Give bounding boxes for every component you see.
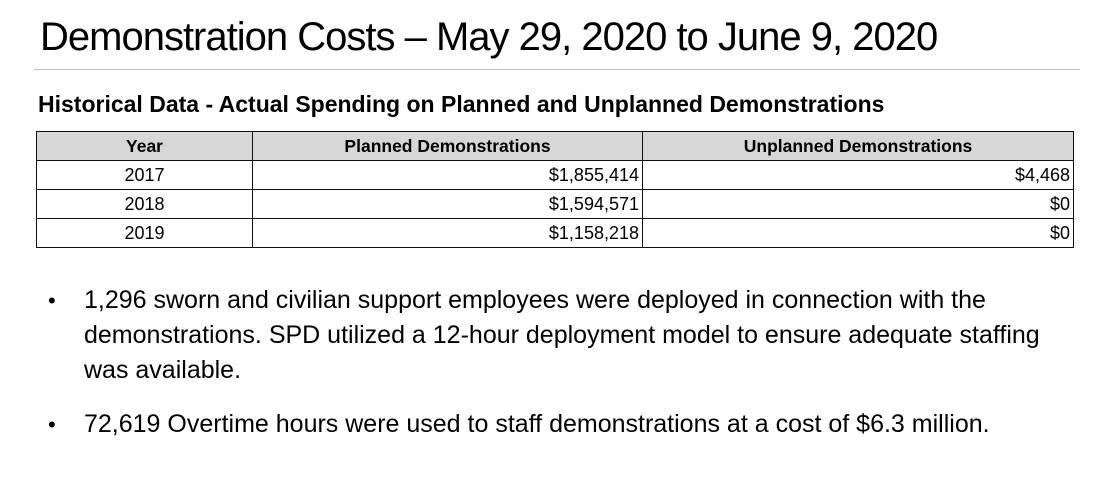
column-header-planned: Planned Demonstrations <box>253 132 643 161</box>
bullet-text: 1,296 sworn and civilian support employees were deployed in connection with the demonstrations. SPD utilized a 12-hour deployment model to ensure adequate staffing was available. <box>84 286 1040 384</box>
slide-title: Demonstration Costs – May 29, 2020 to June 9, 2020 <box>40 15 938 59</box>
bullet-item <box>48 283 1068 388</box>
cell-unplanned: $0 <box>643 219 1074 248</box>
spending-table <box>36 131 1074 248</box>
table-row <box>37 219 1074 248</box>
bullet-dot: • <box>48 412 56 437</box>
table-row <box>37 190 1074 219</box>
cell-unplanned: $4,468 <box>643 161 1074 190</box>
column-header-unplanned: Unplanned Demonstrations <box>643 132 1074 161</box>
column-header-year: Year <box>37 132 253 161</box>
table-row <box>37 161 1074 190</box>
cell-planned: $1,855,414 <box>253 161 643 190</box>
cell-year: 2017 <box>37 161 253 190</box>
cell-planned: $1,594,571 <box>253 190 643 219</box>
cell-year: 2018 <box>37 190 253 219</box>
bullet-text: 72,619 Overtime hours were used to staff demonstrations at a cost of $6.3 million. <box>84 410 990 438</box>
table-header-row <box>37 132 1074 161</box>
title-divider <box>34 69 1080 70</box>
cell-unplanned: $0 <box>643 190 1074 219</box>
cell-planned: $1,158,218 <box>253 219 643 248</box>
bullet-item <box>48 407 1068 442</box>
bullet-list <box>48 283 1068 461</box>
table-heading: Historical Data - Actual Spending on Planned and Unplanned Demonstrations <box>38 91 885 117</box>
bullet-dot: • <box>48 288 56 313</box>
cell-year: 2019 <box>37 219 253 248</box>
